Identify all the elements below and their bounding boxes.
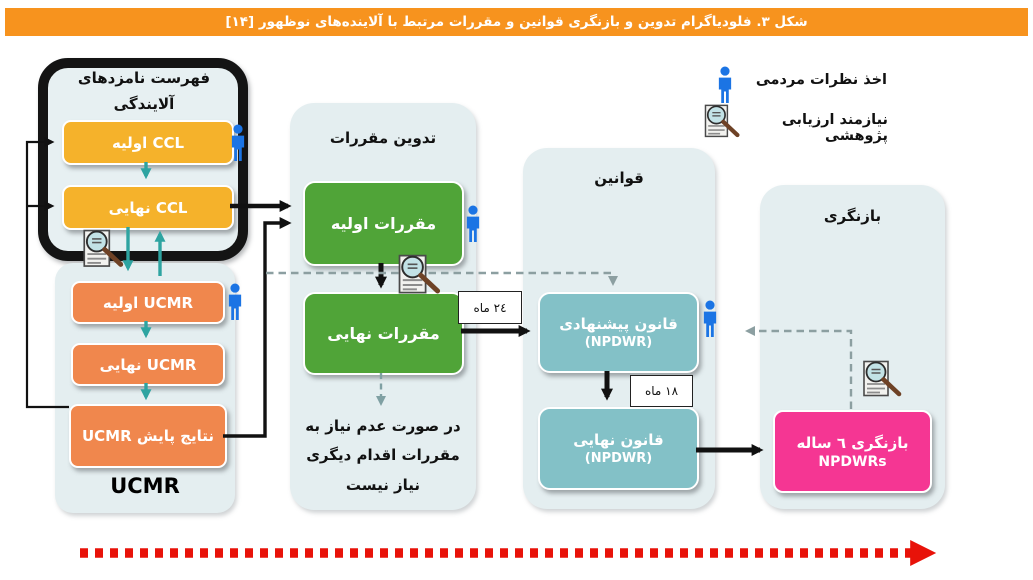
final-law-label: قانون نهایی bbox=[573, 431, 664, 449]
research-doc-icon bbox=[78, 229, 126, 281]
figure-title-bar bbox=[5, 8, 1028, 36]
person-icon bbox=[464, 205, 482, 247]
duration-24-months bbox=[458, 291, 522, 324]
final-ccl-box bbox=[62, 185, 234, 230]
six-year-review-box bbox=[773, 410, 932, 493]
research-doc-icon bbox=[858, 360, 904, 410]
final-regulation-label: مقررات نهایی bbox=[327, 324, 440, 343]
person-icon bbox=[226, 283, 244, 325]
final-law-sublabel: (NPDWR) bbox=[584, 451, 653, 466]
initial-ccl-box bbox=[62, 120, 234, 165]
ucmr-monitoring-results-box bbox=[69, 404, 227, 468]
ucmr-footer-label: UCMR bbox=[110, 474, 180, 498]
final-law-box bbox=[538, 407, 699, 490]
initial-regulation-label: مقررات اولیه bbox=[330, 214, 437, 233]
final-ccl-label: CCL نهایی bbox=[108, 198, 188, 217]
review-title: بازنگری bbox=[823, 207, 882, 225]
proposed-law-sublabel: (NPDWR) bbox=[584, 335, 653, 350]
initial-ucmr-box bbox=[71, 281, 225, 324]
duration-18-months-label: ١٨ ماه bbox=[644, 384, 679, 398]
proposed-law-label: قانون پیشنهادی bbox=[559, 315, 678, 333]
legend-person-icon bbox=[716, 66, 734, 108]
initial-ucmr-label: UCMR اولیه bbox=[102, 293, 194, 312]
no-regulation-note: در صورت عدم نیاز به مقررات اقدام دیگری نیاز نیست bbox=[305, 417, 461, 494]
initial-ccl-label: CCL اولیه bbox=[111, 133, 185, 152]
ucmr-monitoring-results-label: نتایج پایش UCMR bbox=[81, 427, 215, 445]
legend-research-eval-label: نیازمند ارزیابی پژوهشی bbox=[781, 112, 888, 144]
research-doc-icon bbox=[393, 254, 443, 308]
final-ucmr-label: UCMR نهایی bbox=[99, 355, 197, 374]
six-year-review-label: بازنگری ٦ ساله bbox=[796, 433, 909, 452]
regulation-title: تدوین مقررات bbox=[329, 129, 437, 147]
six-year-review-sublabel: NPDWRs bbox=[818, 453, 887, 470]
duration-24-months-label: ٢٤ ماه bbox=[473, 300, 507, 315]
figure-caption: شکل ۳. فلودیاگرام تدوین و بازنگری قوانین و مقررات مرتبط با آلاینده‌های نوظهور [۱۴] bbox=[225, 14, 808, 30]
person-icon bbox=[229, 124, 247, 166]
laws-title: قوانین bbox=[594, 169, 644, 187]
person-icon bbox=[701, 300, 719, 342]
proposed-law-box bbox=[538, 292, 699, 373]
legend-public-opinion-label: اخذ نظرات مردمی bbox=[755, 72, 887, 88]
legend-research-doc-icon bbox=[700, 104, 742, 150]
duration-18-months bbox=[630, 375, 693, 407]
final-ucmr-box bbox=[71, 343, 225, 386]
candidate-list-title: فهرست نامزدهای آلایندگی bbox=[77, 69, 211, 113]
